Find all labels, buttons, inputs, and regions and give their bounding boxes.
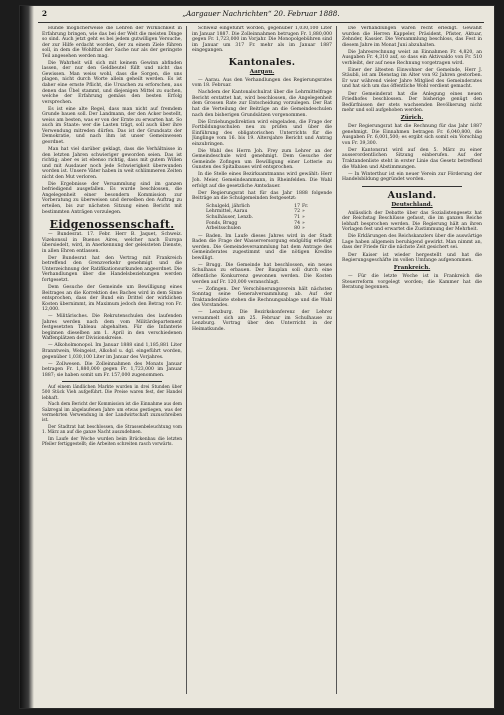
table-cell-value: 71 [294,214,300,220]
paragraph: — Für die letzte Woche ist in Frankreich die Steuerreform vorgelegt worden; die Kammer hat die Beratung begonnen. [342,274,482,291]
column-2 [192,26,332,694]
footnote: Der Stadtrat hat beschlossen, die Strassenbeleuchtung vom 1. März an auf die ganze Nacht auszudehnen. [42,424,182,435]
page-number: 2 [42,9,48,18]
paragraph: Die Erziehungsdirektion wird eingeladen, die Frage der Fortbildungsschulen neu zu prüfen und über die Einführung des obligatorischen Unterrichts für die Jünglinge vom 16. bis 19. Altersjahre Bericht und Antrag einzubringen. [192,119,332,147]
paragraph: Die Wahl des Herrn Joh. Frey zum Lehrer an der Gemeindeschule wird genehmigt. Dem Gesuche der Gemeinde Zofingen um Bewilligung einer Lotterie zu Gunsten des Spitalbaues wird entsprochen. [192,148,332,171]
table-row [206,226,318,232]
paragraph: Anlässlich der Debatte über das Sozialistengesetz hat der Reichstag Beschlüsse gefasst, die im ganzen Reiche lebhaft besprochen werden. Die Regierung hält an ihren Vorlagen fest und erwartet die Zustimmung der Mehrheit. [342,210,482,233]
continued-text [192,26,332,54]
table-cell-value: 17 [294,203,300,209]
table-cell-value: 74 [294,220,300,226]
subheading-frankreich: Frankreich. [393,265,431,272]
paragraph: Der Kantonsrat wird auf den 5. März zu einer ausserordentlichen Sitzung einberufen. Auf der Traktandenliste steht in erster Linie das Gesetz betreffend die Wahlen und Abstimmungen. [342,147,482,170]
table-cell-label: Lehrmittel, Aarau [206,209,248,215]
section-heading-eidgenossenschaft: Eidgenossenschaft. [49,218,175,232]
paragraph: — Aarau. Aus den Verhandlungen des Regierungsrates vom 18. Februar. [192,77,332,89]
column-3 [342,26,482,694]
paragraph: Schweiz eingeführt worden, gegenüber 1,030,100 Liter im Januar 1887. Die Zolleinnahmen betrugen Fr. 1,880,000 gegen Fr. 1,723,000 im Vorjahr. Die Monopolgebühren sind im Januar um 317 Fr. mehr als im Januar 1887 eingegangen. [192,26,332,54]
paragraph: Die Ergebnisse der Versammlung sind im ganzen befriedigend ausgefallen. Es wurde beschlossen, die Angelegenheit einer besondern Kommission zur Vorberatung zu überweisen und derselben den Auftrag zu erteilen, bis zur nächsten Sitzung einen Bericht mit bestimmten Anträgen vorzulegen. [42,181,182,215]
paragraph: — Baden. Im Laufe dieses Jahres wird in der Stadt Baden die Frage der Wasserversorgung endgültig erledigt werden. Die Gemeindeversammlung hat dem Antrage des Gemeinderates zugestimmt und die nötigen Kredite bewilligt. [192,233,332,261]
paragraph: — Militärisches. Die Rekrutenschulen des laufenden Jahres werden nach dem vom Militärdepartement festgesetzten Tableau abgehalten. Für die Infanterie beginnen dieselben am 1. April in den verschiedenen Waffenplätzen der Divisionskreise. [42,314,182,342]
paragraph: Nachdem der Kantonalschulrat über die Lehrmittelfrage Bericht erstattet hat, wird beschlossen, die Angelegenheit dem Grossen Rate zur Entscheidung vorzulegen. Der Rat hat die Verteilung der Beiträge an die Gemeindeschulen nach den bisherigen Grundsätzen vorgenommen. [192,90,332,118]
paragraph: Der Gemeinderat hat die Anlegung eines neuen Friedhofes beschlossen. Der bisherige genügt den Bedürfnissen der stets wachsenden Bevölkerung nicht mehr und soll aufgehoben werden. [342,91,482,114]
section-heading-kantonales: Kantonales. [228,56,296,68]
table-cell-value: 80 [294,226,300,232]
footnote: Auf einem ländlichen Markte wurden in drei Stunden über 500 Stück Vieh aufgeführt. Die Preise waren fest, der Handel lebhaft. [42,385,182,401]
paragraph: Der Regierungsrat hat die Rechnung für das Jahr 1887 genehmigt. Die Einnahmen betragen Fr. 6,040,800, die Ausgaben Fr. 6,001,500; es ergibt sich somit ein Vorschlag von Fr. 39,300. [342,124,482,146]
page-title: „Aargauer Nachrichten“ 20. Februar 1888. [182,9,340,18]
continued-text [342,26,482,114]
page-binding-shadow [20,6,34,708]
paragraph: Einer der ältesten Einwohner der Gemeinde, Herr J. Stäubli, ist am Dienstag im Alter von 92 Jahren gestorben. Er war während vieler Jahre Mitglied des Gemeinderates und hat sich um das öffentliche Wohl verdient gemacht. [342,67,482,90]
table-cell-unit: » [302,214,305,220]
paragraph: — Bundesrat. 17. Febr. Herr B. Jaquet, Schweiz. Vizekonsul in Buenos Aires, welcher nach Europa übersiedelt, wird, in Anerkennung der geleisteten Dienste, in allen Ehren entlassen. [42,232,182,254]
section-body [342,274,482,291]
paragraph: Die Verhandlungen waren recht erledigt. Gewählt wurden die Herren Kappeler, Präsident, Pfister, Aktuar, Zehnder, Kassier. Die Versammlung beschloss, das Fest in diesem Jahre im Monat Juni abzuhalten. [342,26,482,48]
paragraph: Der Bundesrat hat den Vertrag mit Frankreich betreffend den Grenzverkehr genehmigt und die Unterzeichnung der Ratifikationsurkunden angeordnet. Die Verhandlungen über die Handelsbeziehungen werden fortgesetzt. [42,255,182,283]
paragraph: — In Winterthur ist ein neuer Verein zur Förderung der Handelsbildung gegründet worden. [342,171,482,183]
table-cell-label: Schulgeld, jährlich [206,203,250,209]
table-cell-value: 72 [294,209,300,215]
paragraph: Die Erklärungen des Reichskanzlers über die auswärtige Lage haben allgemein beruhigend gewirkt. Man nimmt an, dass der Friede für die nächste Zeit gesichert sei. [342,234,482,251]
divider [362,186,462,187]
footnote: Im Laufe der Woche wurden beim Brückenbau die letzten Pfeiler fertiggestellt; die Arbeiten schreiten rasch vorwärts. [42,436,182,447]
table-cell-unit: » [302,226,305,232]
paragraph: Hunde möglicherweise die Lehren der Wirklichkeit in Erfahrung bringen, wie das bei der Welt die meisten Dinge so sind. Auch jetzt geht es bei jedem gutwilligen Versuche, der zur Hilfe erdacht worden, der zu einem Ziele führen soll, in dem die Wohlthat der Sache nur als der geringste Teil angesehen werden mag. [42,26,182,59]
subheading-deutschland: Deutschland. [391,201,433,208]
section-heading-ausland: Ausland. [387,189,437,201]
paragraph: Der Kaiser ist wieder hergestellt und hat die Regierungsgeschäfte im vollen Umfange aufgenommen. [342,252,482,264]
table-cell-label: Arbeitsschulen [206,226,241,232]
paragraph: Die Jahresrechnung weist an Einnahmen Fr. 4,820, an Ausgaben Fr. 4,310 auf, so dass ein Aktivsaldo von Fr. 510 verbleibt, der auf neue Rechnung vorgetragen wird. [342,49,482,66]
intro-text [42,26,182,215]
column-1 [42,26,182,694]
paragraph: — Alkoholmonopol. Im Januar 1888 sind 1,185,881 Liter Branntwein, Weingeist, Alkohol u. dgl. eingeführt worden, gegenüber 1,030,100 Liter im Januar des Vorjahres. [42,343,182,360]
contribution-table [206,204,318,232]
subheading-aargau: Aargau. [249,68,275,75]
column-rule [336,26,337,694]
table-cell-unit: » [302,209,305,215]
paragraph: Man hat viel darüber geklagt, dass die Verhältnisse in den letzten Jahren schwieriger geworden seien. Das ist richtig; aber es ist ebenso richtig, dass mit gutem Willen und mit Ausdauer noch jede Schwierigkeit überwunden worden ist. Unsere Väter haben in weit schlimmeren Zeiten nicht den Mut verloren. [42,146,182,180]
section-body-continued [192,234,332,333]
paragraph: In die Stelle eines Bezirksamtmanns wird gewählt: Herr Joh. Meier, Gemeindeammann, in Rheinfelden. Die Wahl erfolgt auf die gesetzliche Amtsdauer. [192,172,332,189]
section-body [342,211,482,264]
table-cell-label: Schulhäuser, Lenzb. [206,214,253,220]
paragraph: Dem Gesuche der Gemeinde um Bewilligung eines Beitrages an die Korrektion des Baches wird in dem Sinne entsprochen, dass der Bund ein Drittel der wirklichen Kosten übernimmt, im Maximum jedoch den Betrag von Fr. 12,000. [42,284,182,313]
section-body [342,124,482,182]
paragraph: — Lenzburg. Die Bezirkskonferenz der Lehrer versammelt sich am 25. Februar im Schulhause zu Lenzburg. Vortrag über den Unterricht in der Heimatkunde. [192,310,332,332]
divider [62,381,162,382]
footnotes [42,385,182,447]
table-intro: Der Regierungsrat hat für das Jahr 1888 folgende Beiträge an die Schulgemeinden festgesetzt: [192,190,332,202]
subheading-zurich: Zürich. [400,115,424,122]
paragraph: — Zofingen. Der Verschönerungsverein hält nächsten Sonntag seine Generalversammlung ab. Auf der Traktandenliste stehen die Rechnungsablage und die Wahl des Vorstandes. [192,286,332,309]
table-cell-label: Fonds, Brugg [206,220,238,226]
paragraph: — Zollwesen. Die Zolleinnahmen des Monats Januar betragen Fr. 1,880,000 gegen Fr. 1,723,000 im Januar 1887; sie haben somit um Fr. 157,000 zugenommen. [42,361,182,378]
column-rule [186,26,187,694]
footnote: Nach dem Bericht der Kommission ist die Einnahme aus dem Salzregal im abgelaufenen Jahre um etwas gestiegen, was der vermehrten Verwendung in der Landwirtschaft zuzuschreiben ist. [42,402,182,423]
section-body [192,78,332,189]
paragraph: Die Wahrheit will sich mit keinem Gewinn abfinden lassen, der nur den Geldbeutel füllt und nicht das Gewissen. Man weiss wohl, dass die Sorgen, die uns plagen, nicht durch Worte allein geheilt werden. Es ist daher eine ernste Pflicht, die Ursachen zu erforschen, aus denen das Übel stammt, und diejenigen Mittel zu suchen, welche der Erfahrung gemäss den besten Erfolg versprechen. [42,60,182,105]
section-body [42,232,182,378]
paragraph: — Brugg. Die Gemeinde hat beschlossen, ein neues Schulhaus zu erbauen. Der Bauplan soll durch eine öffentliche Konkurrenz gewonnen werden. Die Kosten werden auf Fr. 120,000 veranschlagt. [192,262,332,285]
table-cell-unit: » [302,220,305,226]
paragraph: Es ist eine alte Regel, dass man nicht auf fremdem Grunde bauen soll. Der Landmann, der den Acker bestellt, weiss am besten, was er von der Ernte zu erwarten hat. So auch im Staate: wer die Lasten trägt, soll auch über ihre Verwendung mitreden dürfen. Das ist der Grundsatz der Demokratie, und nach ihm ist unser Gemeinwesen geordnet. [42,106,182,145]
masthead [38,6,484,23]
table-cell-unit: Fr. [302,203,309,209]
